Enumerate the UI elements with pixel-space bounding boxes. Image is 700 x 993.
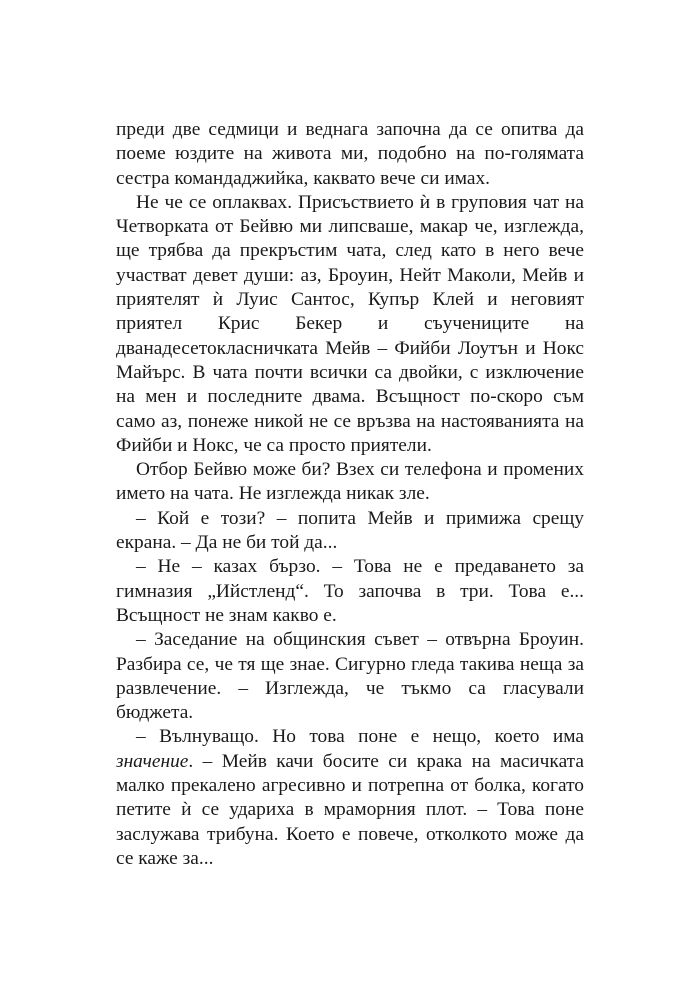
paragraph-3: Отбор Бейвю може би? Взех си телефона и промених името на чата. Не изглежда никак зле. bbox=[116, 459, 584, 505]
paragraph-5: – Не – казах бързо. – Това не е предаването за гимназия „Ийстленд“. То започва в три. Това е... Всъщност не знам какво е. bbox=[116, 556, 584, 626]
paragraph-7-end: . – Мейв качи босите си крака на масичката малко прекалено агресивно и потрепна от болка, когато петите ѝ се удариха в мраморния плот. – Това поне заслужава трибуна. Което е повече, отколкото може да се каже за... bbox=[116, 750, 584, 869]
paragraph-7-start: – Вълнуващо. Но това поне е нещо, което има bbox=[136, 726, 584, 748]
paragraph-2: Не че се оплаквах. Присъствието ѝ в груповия чат на Четворката от Бейвю ми липсваше, макар че, изглежда, ще трябва да прекръстим чата, след като в него вече участват девет души: аз, Броуин, Нейт Маколи, Мейв и приятелят ѝ Луис Сантос, Купър Клей и неговият приятел Крис Бекер и съучениците на дванадесетокласничката Мейв – Фийби Лоутън и Нокс Майърс. В чата почти всички са двойки, с изключение на мен и последните двама. Всъщност по-скоро съм само аз, понеже никой не се връзва на настояванията на Фийби и Нокс, че са просто приятели. bbox=[116, 191, 584, 456]
paragraph-7 bbox=[116, 725, 584, 871]
paragraph-7-emphasis: значение bbox=[116, 750, 189, 772]
paragraph-6: – Заседание на общинския съвет – отвърна Броуин. Разбира се, че тя ще знае. Сигурно гледа такива неща за развлечение. – Изглежда, че тъкмо са гласували бюджета. bbox=[116, 629, 584, 724]
paragraph-1: преди две седмици и веднага започна да се опитва да поеме юздите на живота ми, подобно на по-голямата сестра командаджийка, каквато вече си имах. bbox=[116, 119, 584, 189]
paragraph-4: – Кой е този? – попита Мейв и примижа срещу екрана. – Да не би той да... bbox=[116, 507, 584, 554]
body-text bbox=[116, 118, 584, 871]
